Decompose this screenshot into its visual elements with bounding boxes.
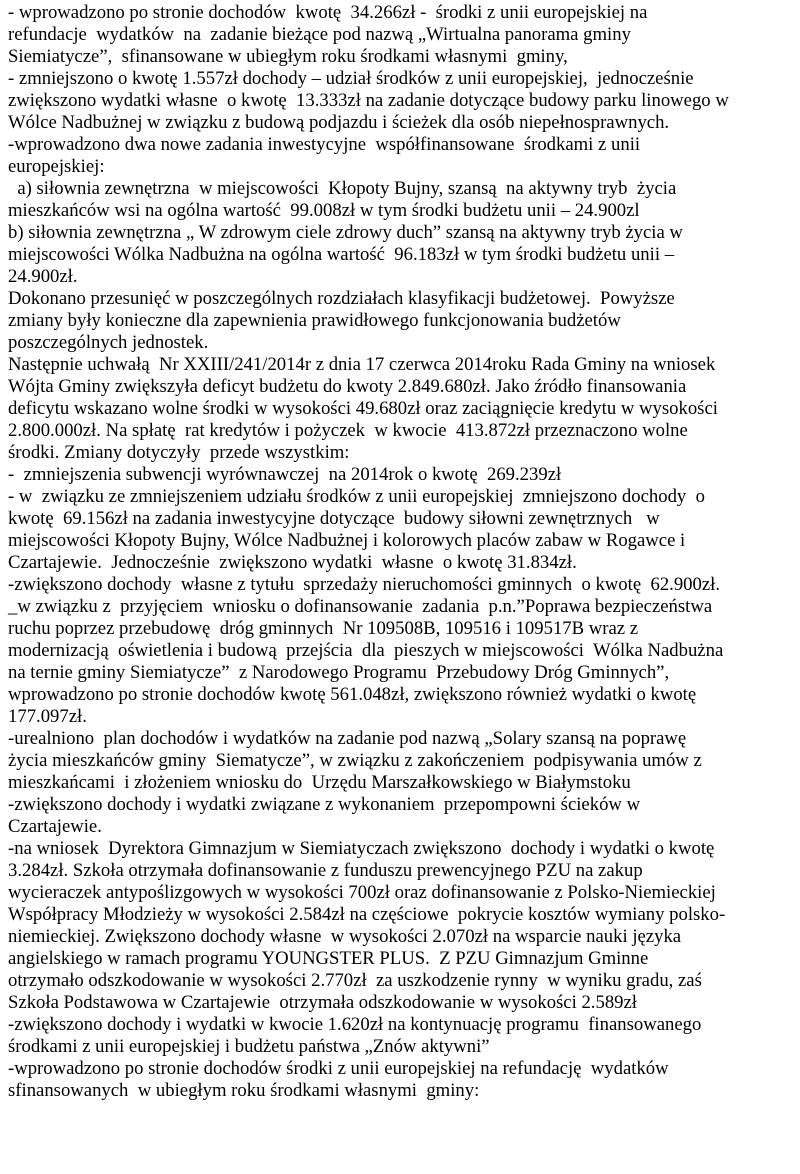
text-line: miejscowości Wólka Nadbużna na ogólna wartość 96.183zł w tym środki budżetu unii – <box>8 244 675 265</box>
text-line: 3.284zł. Szkoła otrzymała dofinansowanie z funduszu prewencyjnego PZU na zakup <box>8 860 643 881</box>
text-line: Szkoła Podstawowa w Czartajewie otrzymała odszkodowanie w wysokości 2.589zł <box>8 992 637 1013</box>
text-line: europejskiej: <box>8 156 105 177</box>
text-line: -zwiększono dochody i wydatki związane z wykonaniem przepompowni ścieków w <box>8 794 641 815</box>
document-page <box>8 2 798 1146</box>
text-line: życia mieszkańców gminy Siematycze”, w związku z zakończeniem podpisywania umów z <box>8 750 702 771</box>
text-line: otrzymało odszkodowanie w wysokości 2.770zł za uszkodzenie rynny w wyniku gradu, zaś <box>8 970 702 991</box>
text-line: b) siłownia zewnętrzna „ W zdrowym ciele zdrowy duch” szansą na aktywny tryb życia w <box>8 222 683 243</box>
text-line: sfinansowanych w ubiegłym roku środkami własnymi gminy: <box>8 1080 480 1101</box>
text-line: zmiany były konieczne dla zapewnienia prawidłowego funkcjonowania budżetów <box>8 310 621 331</box>
text-line: Czartajewie. Jednocześnie zwiększono wydatki własne o kwotę 31.834zł. <box>8 552 577 573</box>
text-line: - w związku ze zmniejszeniem udziału środków z unii europejskiej zmniejszono dochody o <box>8 486 705 507</box>
text-line: -wprowadzono dwa nowe zadania inwestycyjne współfinansowane środkami z unii <box>8 134 641 155</box>
text-line: zwiększono wydatki własne o kwotę 13.333zł na zadanie dotyczące budowy parku linowego w <box>8 90 729 111</box>
text-line: modernizacją oświetlenia i budową przejścia dla pieszych w miejscowości Wólka Nadbużna <box>8 640 724 661</box>
text-line <box>8 1102 798 1124</box>
text-line: -urealniono plan dochodów i wydatków na zadanie pod nazwą „Solary szansą na poprawę <box>8 728 687 749</box>
text-line: -na wniosek Dyrektora Gimnazjum w Siemiatyczach zwiększono dochody i wydatki o kwotę <box>8 838 715 859</box>
text-line: Czartajewie. <box>8 816 102 837</box>
text-line: środki. Zmiany dotyczyły przede wszystkim: <box>8 442 350 463</box>
text-line: - zmniejszenia subwencji wyrównawczej na 2014rok o kwotę 269.239zł <box>8 464 562 485</box>
text-line: -wprowadzono po stronie dochodów środki z unii europejskiej na refundację wydatków <box>8 1058 669 1079</box>
text-line: -zwiększono dochody i wydatki w kwocie 1.620zł na kontynuację programu finansowanego <box>8 1014 702 1035</box>
text-line: na ternie gminy Siemiatycze” z Narodowego Programu Przebudowy Dróg Gminnych”, <box>8 662 670 683</box>
text-line: środkami z unii europejskiej i budżetu państwa „Znów aktywni” <box>8 1036 490 1057</box>
text-line: Dokonano przesunięć w poszczególnych rozdziałach klasyfikacji budżetowej. Powyższe <box>8 288 675 309</box>
text-line <box>8 1124 798 1146</box>
text-line: 177.097zł. <box>8 706 87 727</box>
text-line: Siemiatycze”, sfinansowane w ubiegłym roku środkami własnymi gminy, <box>8 46 568 67</box>
text-line: deficytu wskazano wolne środki w wysokości 49.680zł oraz zaciągnięcie kredytu w wysokości <box>8 398 718 419</box>
text-line: 24.900zł. <box>8 266 78 287</box>
text-line: _w związku z przyjęciem wniosku o dofinansowanie zadania p.n.”Poprawa bezpieczeństwa <box>8 596 713 617</box>
text-line: miejscowości Kłopoty Bujny, Wólce Nadbużnej i kolorowych placów zabaw w Rogawce i <box>8 530 686 551</box>
text-line: 2.800.000zł. Na spłatę rat kredytów i pożyczek w kwocie 413.872zł przeznaczono wolne <box>8 420 688 441</box>
text-line: a) siłownia zewnętrzna w miejscowości Kłopoty Bujny, szansą na aktywny tryb życia <box>8 178 677 199</box>
text-line: refundacje wydatków na zadanie bieżące pod nazwą „Wirtualna panorama gminy <box>8 24 631 45</box>
text-line: niemieckiej. Zwiększono dochody własne w wysokości 2.070zł na wsparcie nauki języka <box>8 926 682 947</box>
text-line: - zmniejszono o kwotę 1.557zł dochody – udział środków z unii europejskiej, jednocześnie <box>8 68 694 89</box>
text-line: poszczególnych jednostek. <box>8 332 209 353</box>
text-line: -zwiększono dochody własne z tytułu sprzedaży nieruchomości gminnych o kwotę 62.900zł. <box>8 574 721 595</box>
text-line: mieszkańców wsi na ogólna wartość 99.008zł w tym środki budżetu unii – 24.900zl <box>8 200 640 221</box>
text-line: kwotę 69.156zł na zadania inwestycyjne dotyczące budowy siłowni zewnętrznych w <box>8 508 660 529</box>
text-line: mieszkańcami i złożeniem wniosku do Urzędu Marszałkowskiego w Białymstoku <box>8 772 631 793</box>
text-line: ruchu poprzez przebudowę dróg gminnych Nr 109508B, 109516 i 109517B wraz z <box>8 618 639 639</box>
text-line: Wójta Gminy zwiększyła deficyt budżetu do kwoty 2.849.680zł. Jako źródło finansowania <box>8 376 687 397</box>
text-line: wycieraczek antypoślizgowych w wysokości 700zł oraz dofinansowanie z Polsko-Niemieckiej <box>8 882 716 903</box>
text-line: Wólce Nadbużnej w związku z budową podjazdu i ścieżek dla osób niepełnosprawnych. <box>8 112 670 133</box>
text-line: Współpracy Młodzieży w wysokości 2.584zł na częściowe pokrycie kosztów wymiany polsko- <box>8 904 726 925</box>
text-line: - wprowadzono po stronie dochodów kwotę 34.266zł - środki z unii europejskiej na <box>8 2 648 23</box>
text-line: Następnie uchwałą Nr XXIII/241/2014r z dnia 17 czerwca 2014roku Rada Gminy na wniosek <box>8 354 716 375</box>
text-line: wprowadzono po stronie dochodów kwotę 561.048zł, zwiększono również wydatki o kwotę <box>8 684 697 705</box>
text-line: angielskiego w ramach programu YOUNGSTER PLUS. Z PZU Gimnazjum Gminne <box>8 948 649 969</box>
